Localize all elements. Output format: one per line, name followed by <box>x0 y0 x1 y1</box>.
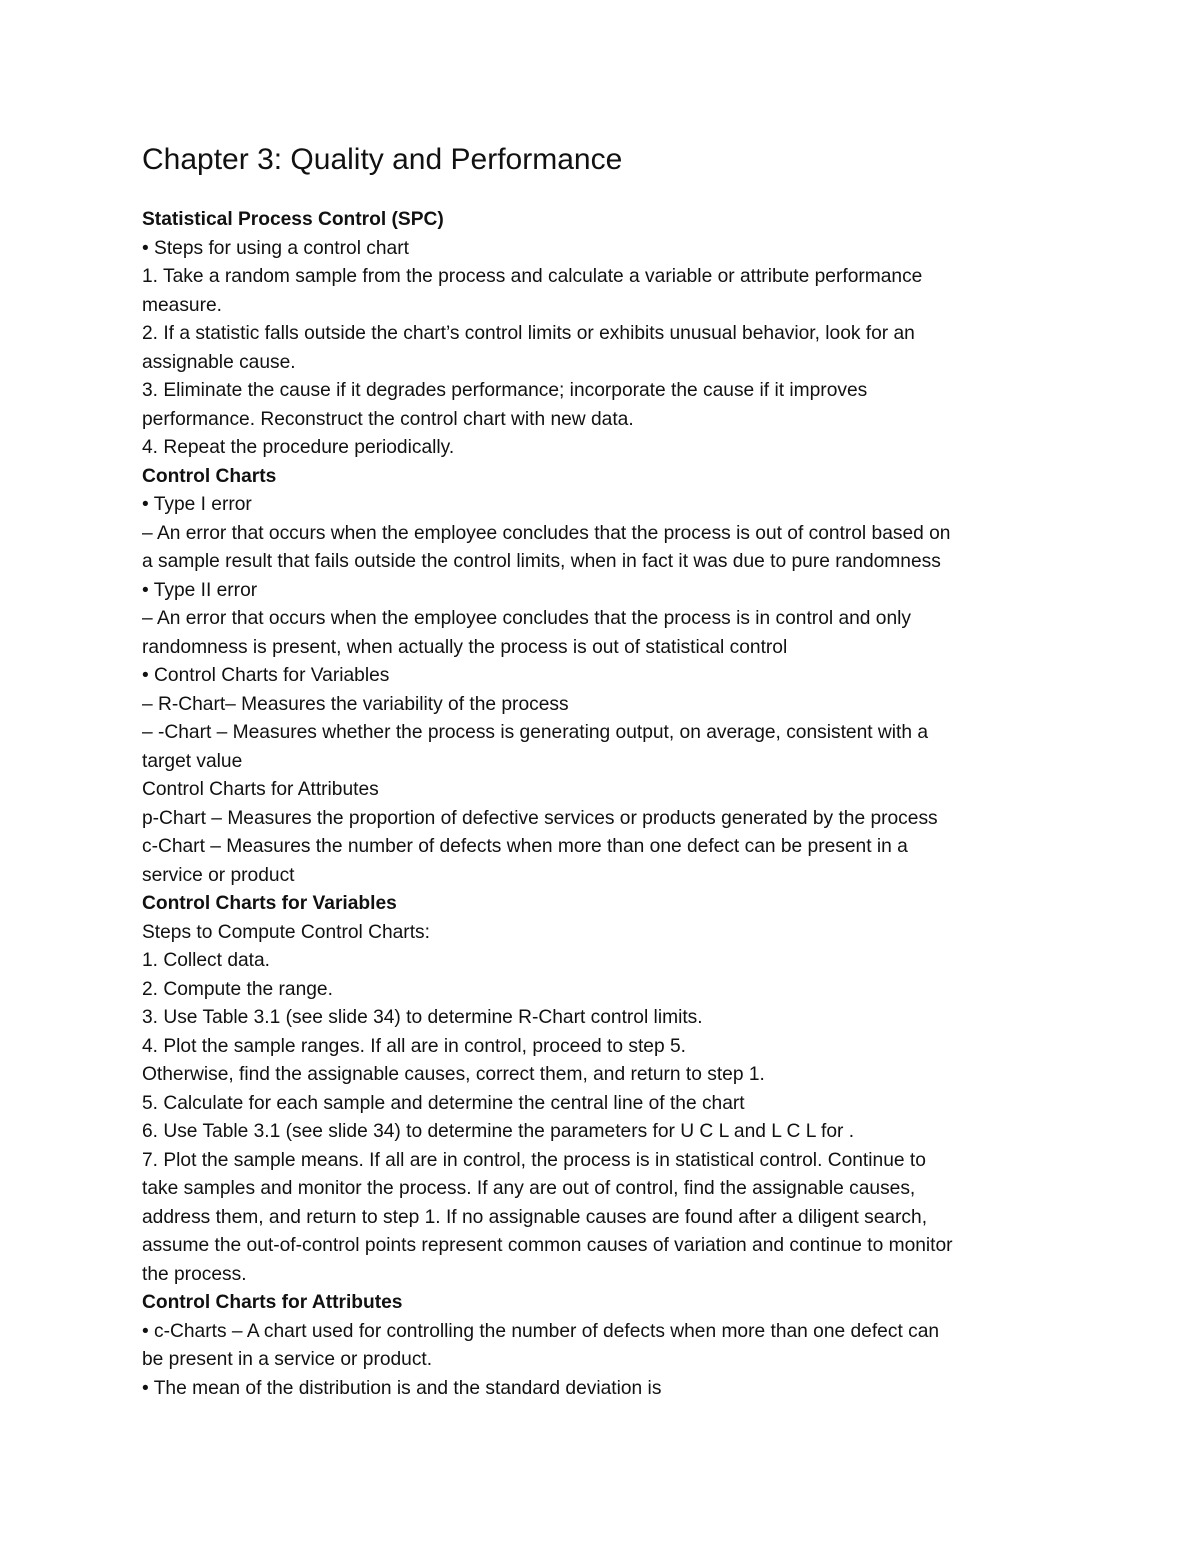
section-heading: Statistical Process Control (SPC) <box>142 209 444 230</box>
text-line: target value <box>142 750 243 772</box>
text-line: • Type I error <box>142 494 252 515</box>
text-line: Steps to Compute Control Charts: <box>142 921 430 943</box>
section-heading: Control Charts for Attributes <box>142 1292 403 1313</box>
text-line: • Steps for using a control chart <box>142 237 409 259</box>
text-line: Control Charts for Attributes <box>142 779 379 800</box>
text-line: 6. Use Table 3.1 (see slide 34) to determine the parameters for U C L and L C L for . <box>142 1121 855 1142</box>
text-line: 4. Plot the sample ranges. If all are in control, proceed to step 5. <box>142 1035 686 1057</box>
text-line: assume the out-of-control points represent common causes of variation and continue to monitor <box>142 1235 953 1256</box>
text-line: p-Chart – Measures the proportion of defective services or products generated by the process <box>142 807 938 829</box>
text-line: – An error that occurs when the employee concludes that the process is out of control based on <box>142 522 951 544</box>
text-line: be present in a service or product. <box>142 1349 433 1370</box>
text-line: 7. Plot the sample means. If all are in control, the process is in statistical control. Continue to <box>142 1149 926 1171</box>
text-line: 4. Repeat the procedure periodically. <box>142 437 455 458</box>
document-title: Chapter 3: Quality and Performance <box>142 143 623 176</box>
section-heading: Control Charts for Variables <box>142 893 397 914</box>
section-heading: Control Charts <box>142 465 277 487</box>
text-line: 5. Calculate for each sample and determine the central line of the chart <box>142 1092 745 1114</box>
text-line: take samples and monitor the process. If any are out of control, find the assignable causes, <box>142 1178 916 1199</box>
text-line: measure. <box>142 294 222 316</box>
document-page <box>142 140 1072 1403</box>
text-line: Otherwise, find the assignable causes, correct them, and return to step 1. <box>142 1064 765 1085</box>
text-line: – An error that occurs when the employee concludes that the process is in control and only <box>142 608 911 629</box>
text-line: • Control Charts for Variables <box>142 665 390 686</box>
text-line: 3. Eliminate the cause if it degrades performance; incorporate the cause if it improves <box>142 380 868 401</box>
text-line: 2. If a statistic falls outside the chart’s control limits or exhibits unusual behavior, look for an <box>142 323 915 344</box>
text-line: • c-Charts – A chart used for controlling the number of defects when more than one defect can <box>142 1320 940 1342</box>
text-line: randomness is present, when actually the process is out of statistical control <box>142 636 788 658</box>
text-line: c-Chart – Measures the number of defects when more than one defect can be present in a <box>142 836 908 857</box>
text-line: 2. Compute the range. <box>142 978 333 1000</box>
text-line: assignable cause. <box>142 351 296 373</box>
text-line: • The mean of the distribution is and the standard deviation is <box>142 1377 662 1399</box>
text-line: – R-Chart– Measures the variability of the process <box>142 693 569 715</box>
text-line: 1. Take a random sample from the process and calculate a variable or attribute performance <box>142 266 923 287</box>
text-line: service or product <box>142 864 295 886</box>
text-line: 3. Use Table 3.1 (see slide 34) to determine R-Chart control limits. <box>142 1007 703 1028</box>
text-line: 1. Collect data. <box>142 950 270 971</box>
text-line: performance. Reconstruct the control chart with new data. <box>142 408 634 430</box>
text-line: a sample result that fails outside the control limits, when in fact it was due to pure randomness <box>142 551 941 572</box>
text-line: address them, and return to step 1. If no assignable causes are found after a diligent search, <box>142 1206 928 1228</box>
document-body <box>142 206 1072 1403</box>
text-line: the process. <box>142 1263 247 1285</box>
text-line: • Type II error <box>142 579 258 601</box>
text-line: – -Chart – Measures whether the process is generating output, on average, consistent with a <box>142 722 929 743</box>
